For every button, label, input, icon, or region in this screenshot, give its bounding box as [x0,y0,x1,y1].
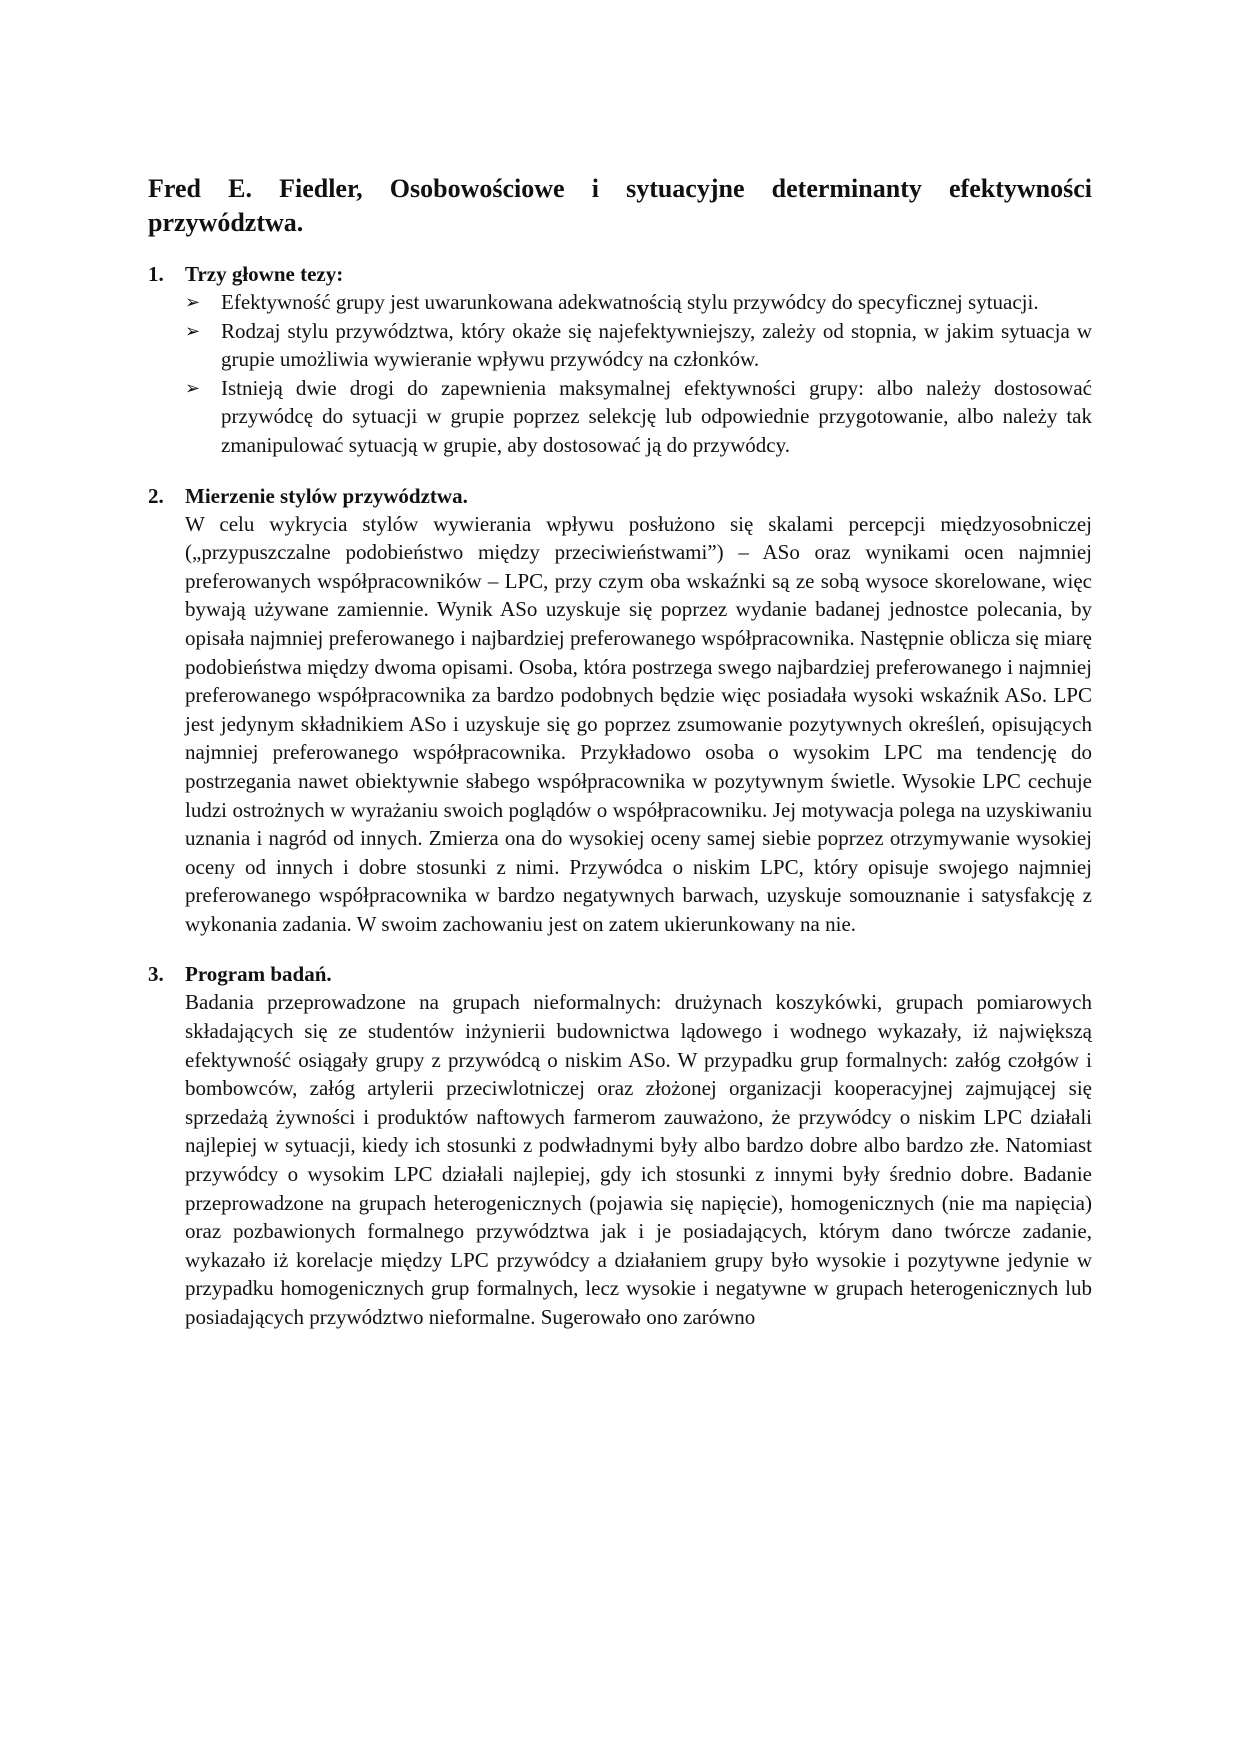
section-title: Mierzenie stylów przywództwa. [185,483,468,508]
section-theses [148,260,1092,460]
section-number: 1. [148,262,164,286]
section-research-program [148,960,1092,1331]
section-number: 3. [148,962,164,987]
section-heading [148,960,1092,988]
section-paragraph: Badania przeprowadzone na grupach nieformalnych: drużynach koszykówki, grupach pomiarowych składających się ze studentów inżynierii budownictwa lądowego i wodnego wykazały, iż największą efektywność osiągały grupy z przywódcą o niskim ASo. W przypadku grup formalnych: załóg czołgów i bombowców, załóg artylerii przeciwlotniczej oraz złożonej organizacji kooperacyjnej zajmującej się sprzedażą żywności i produktów naftowych farmerom zauważono, że przywódcy o niskim LPC działali najlepiej w sytuacji, kiedy ich stosunki z podwładnymi były albo bardzo dobre albo bardzo złe. Natomiast przywódcy o wysokim LPC działali najlepiej, gdy ich stosunki z innymi były średnio dobre. Badanie przeprowadzone na grupach heterogenicznych (pojawia się napięcie), homogenicznych (nie ma napięcia) oraz pozbawionych formalnego przywództwa jak i je posiadających, którym dano twórcze zadanie, wykazało iż korelacje między LPC przywódcy a działaniem grupy było wysokie i pozytywne jedynie w przypadku homogenicznych grup formalnych, lecz wysokie i negatywne w grupach heterogenicznych lub posiadających przywództwo nieformalne. Sugerowało ono zarówno [185,990,1092,1329]
section-heading [148,260,1092,288]
bullet-text: Istnieją dwie drogi do zapewnienia maksymalnej efektywności grupy: albo należy dostosować przywódcę do sytuacji w grupie poprzez selekcję lub odpowiednie przygotowanie, albo należy tak zmanipulować sytuacją w grupie, aby dostosować ją do przywódcy. [221,375,1092,457]
section-measurement [148,482,1092,939]
section-heading [148,482,1092,510]
list-item [185,288,1092,317]
list-item [185,374,1092,460]
section-title: Trzy głowne tezy: [185,262,344,286]
section-paragraph: W celu wykrycia stylów wywierania wpływu posłużono się skalami percepcji międzyosobniczej („przypuszczalne podobieństwo między przeciwieństwami”) – ASo oraz wynikami ocen najmniej preferowanych współpracowników – LPC, przy czym oba wskaźnki są ze sobą wysoce skorelowane, więc bywają używane zamiennie. Wynik ASo uzyskuje się poprzez wydanie badanej jednostce polecania, by opisała najmniej preferowanego i najbardziej preferowanego współpracownika. Następnie oblicza się miarę podobieństwa między dwoma opisami. Osoba, która postrzega swego najbardziej preferowanego i najmniej preferowanego współpracownika za bardzo podobnych będzie więc posiadała wysoki wskaźnik ASo. LPC jest jedynym składnikiem ASo i uzyskuje się go poprzez zsumowanie pozytywnych określeń, opisujących najmniej preferowanego współpracownika. Przykładowo osoba o wysokim LPC ma tendencję do postrzegania nawet obiektywnie słabego współpracownika w pozytywnym świetle. Wysokie LPC cechuje ludzi ostrożnych w wyrażaniu swoich poglądów o współpracowniku. Jej motywacja polega na uzyskiwaniu uznania i nagród od innych. Zmierza ona do wysokiej oceny samej siebie poprzez otrzymywanie wysokiej oceny od innych i dobre stosunki z nimi. Przywódca o niskim LPC, który opisuje swojego najmniej preferowanego współpracownika w bardzo negatywnych barwach, uzyskuje somouznanie i satysfakcję z wykonania zadania. W swoim zachowaniu jest on zatem ukierunkowany na nie. [185,511,1092,936]
list-item [185,317,1092,374]
arrowhead-bullet-icon: ➢ [185,292,201,312]
bullet-text: Rodzaj stylu przywództwa, który okaże się najefektywniejszy, zależy od stopnia, w jakim sytuacja w grupie umożliwia wywieranie wpływu przywódcy na członków. [221,318,1092,372]
arrowhead-bullet-icon: ➢ [185,377,201,398]
document-title: Fred E. Fiedler, Osobowościowe i sytuacyjne determinanty efektywności przywództwa. [148,174,1092,237]
bullet-text: Efektywność grupy jest uwarunkowana adekwatnością stylu przywódcy do specyficznej sytuacji. [221,290,1039,314]
section-number: 2. [148,483,164,508]
document-page [148,172,1092,1354]
theses-list [148,288,1092,460]
section-title: Program badań. [185,962,332,987]
arrowhead-bullet-icon: ➢ [185,320,201,341]
